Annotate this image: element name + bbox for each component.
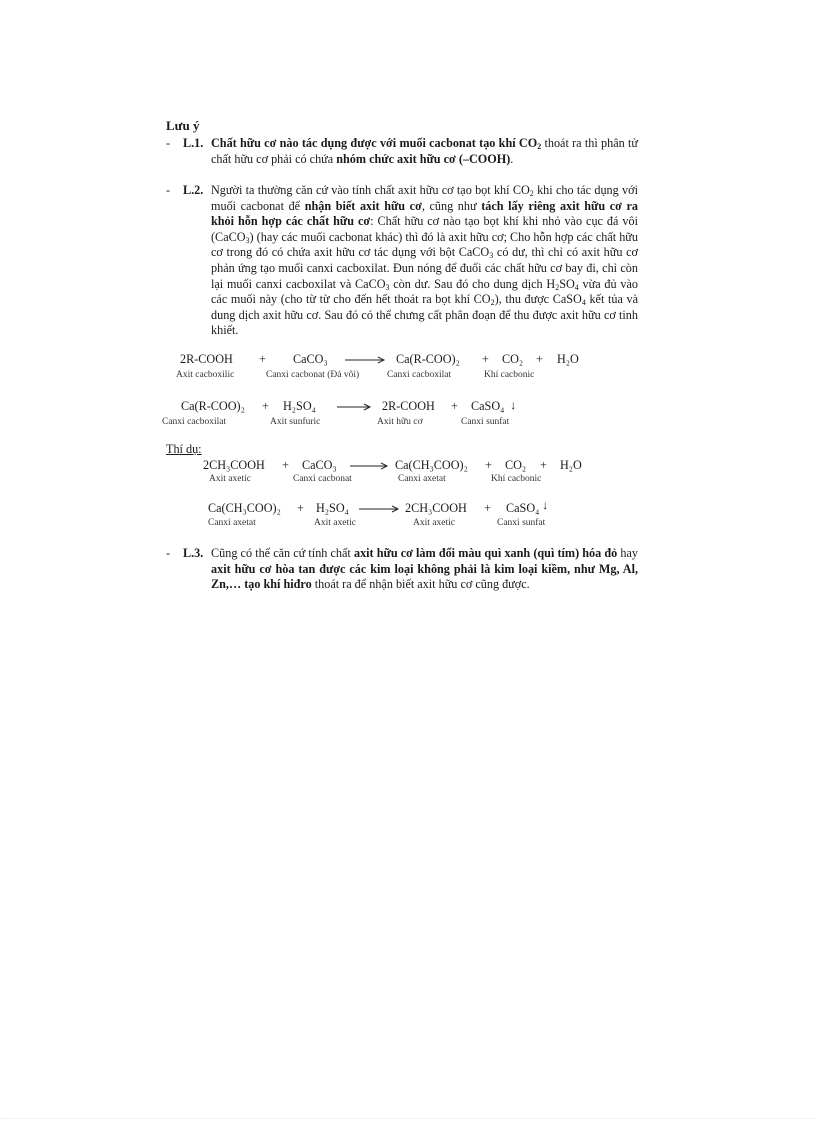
text-run: tác dụng được với muối cacbonat tạo khí CO	[301, 136, 538, 150]
note-item-l2	[166, 183, 638, 339]
caption: Canxi axetat	[398, 474, 446, 484]
plus-sign: +	[536, 352, 543, 366]
reactant: Ca(R-COO)₂	[181, 399, 245, 413]
page-bottom-divider	[0, 1118, 816, 1119]
text-run: 2	[555, 282, 560, 292]
reactant: CaCO₃	[293, 352, 328, 366]
text-run: ), thu được CaSO	[494, 292, 582, 307]
caption: Canxi cacboxilat	[387, 370, 452, 380]
text-run: Người ta thường căn cứ vào tính chất axit hữu cơ tạo bọt khí CO	[211, 183, 530, 197]
text-run: 2	[537, 142, 542, 151]
reactant: H₂SO₄	[283, 399, 316, 413]
product: H₂O	[560, 458, 582, 472]
note-label: L.3.	[183, 546, 204, 560]
reaction-arrow	[345, 356, 387, 364]
text-run: 2	[490, 298, 495, 308]
plus-sign: +	[262, 399, 269, 413]
note-text	[211, 136, 638, 167]
text-run: có dư, thì chỉ có axit hữu cơ phản ứng tạo muối canxi cacboxilat. Đun nóng để đuổi các chất hữu cơ bay đi, chỉ còn lại muối canxi cacboxilat và CaCO	[211, 245, 638, 291]
plus-sign: +	[482, 352, 489, 366]
text-run: thoát ra thì phân tử chất hữu cơ phải có chứa	[211, 136, 638, 166]
caption: Canxi cacboxilat	[162, 417, 227, 427]
caption: Axit axetic	[314, 518, 356, 528]
text-run: 3	[489, 251, 494, 261]
product: 2CH₃COOH	[405, 501, 467, 515]
product: CaSO₄	[506, 501, 540, 515]
product: 2R-COOH	[382, 399, 435, 413]
plus-sign: +	[540, 458, 547, 472]
text-run: còn dư. Sau đó cho dung dịch H	[389, 276, 556, 291]
list-dash: -	[166, 183, 171, 197]
caption: Axit axetic	[413, 518, 455, 528]
text-run: 2	[529, 189, 534, 198]
note-item-l3	[166, 546, 638, 593]
precipitate-arrow: ↓	[510, 398, 517, 412]
text-run: ) (hay các muối cacbonat khác) thì đó là axit hữu cơ; Cho hỗn hợp các chất hữu cơ trong đó có chứa axit hữu cơ tác dụng với bột CaCO	[211, 229, 638, 260]
reactant: CaCO₃	[302, 458, 337, 472]
caption: Axit hữu cơ	[377, 417, 423, 427]
example-label: Thí dụ:	[166, 442, 202, 456]
caption: Canxi axetat	[208, 518, 256, 528]
caption: Canxi sunfat	[461, 417, 510, 427]
text-run: tách lấy riêng axit hữu cơ ra khỏi hỗn hợp các chất hữu cơ	[211, 198, 638, 229]
text-run: Chất hữu cơ nào	[211, 136, 302, 150]
reaction-arrow	[359, 505, 401, 513]
product: CaSO₄	[471, 399, 505, 413]
text-run: .	[510, 151, 514, 166]
plus-sign: +	[297, 501, 304, 515]
text-run: thoát ra để nhận biết axit hữu cơ cũng được.	[311, 577, 530, 592]
plus-sign: +	[259, 352, 266, 366]
caption: Axit axetic	[209, 474, 251, 484]
product: CO₂	[502, 352, 524, 366]
text-run: 3	[385, 282, 390, 292]
text-run: 4	[574, 282, 579, 292]
text-run: , cũng như	[421, 198, 482, 213]
list-dash: -	[166, 136, 171, 150]
reactant: Ca(CH₃COO)₂	[208, 501, 281, 515]
reactant: 2R-COOH	[180, 352, 233, 366]
text-run: kết tủa và dung dịch axit hữu cơ. Sau đó có thể chưng cất phân đoạn để thu được axit hữu cơ tinh khiết.	[211, 292, 638, 338]
plus-sign: +	[484, 501, 491, 515]
plus-sign: +	[451, 399, 458, 413]
reaction-arrow	[350, 462, 390, 470]
text-run: 4	[581, 298, 586, 308]
precipitate-arrow: ↓	[542, 498, 549, 512]
note-label: L.2.	[183, 183, 204, 197]
product: H₂O	[557, 352, 579, 366]
note-label: L.1.	[183, 136, 204, 150]
text-run: axit hữu cơ hòa tan được các kim loại không phải là kim loại kiềm, như Mg, Al, Zn,… tạo khí hiđro	[211, 561, 638, 592]
list-dash: -	[166, 546, 171, 560]
note-item-l1	[166, 136, 638, 167]
text-run: khi cho tác dụng với muối cacbonat để	[211, 183, 638, 213]
caption: Axit cacboxilic	[176, 370, 235, 380]
plus-sign: +	[485, 458, 492, 472]
caption: Khí cacbonic	[491, 474, 542, 484]
caption: Canxi cacbonat (Đá vôi)	[266, 370, 360, 380]
caption: Khí cacbonic	[484, 370, 535, 380]
product: Ca(CH₃COO)₂	[395, 458, 468, 472]
note-text	[211, 183, 638, 339]
text-run: 3	[245, 235, 250, 245]
caption: Axit sunfuric	[270, 417, 321, 427]
caption: Canxi cacbonat	[293, 474, 352, 484]
text-run: Cũng có thể căn cứ tính chất	[211, 546, 354, 560]
product: CO₂	[505, 458, 527, 472]
text-run: hay	[617, 546, 638, 560]
text-run: axit hữu cơ làm đổi màu quì xanh (quì tím) hóa đỏ	[353, 546, 618, 560]
plus-sign: +	[282, 458, 289, 472]
reaction-arrow	[337, 403, 373, 411]
text-run: nhận biết axit hữu cơ	[304, 198, 422, 213]
text-run: : Chất hữu cơ nào tạo bọt khí khi nhỏ vào cục đá vôi (CaCO	[211, 214, 638, 244]
text-run: nhóm chức axit hữu cơ (–COOH)	[336, 151, 511, 166]
reactant: H₂SO₄	[316, 501, 349, 515]
caption: Canxi sunfat	[497, 518, 546, 528]
note-text	[211, 546, 638, 593]
text-run: SO	[559, 276, 575, 291]
section-title: Lưu ý	[166, 118, 200, 133]
reactant: 2CH₃COOH	[203, 458, 265, 472]
text-run: vừa đủ vào các muối này (cho từ từ cho đến hết thoát ra bọt khí CO	[211, 276, 638, 307]
product: Ca(R-COO)₂	[396, 352, 460, 366]
